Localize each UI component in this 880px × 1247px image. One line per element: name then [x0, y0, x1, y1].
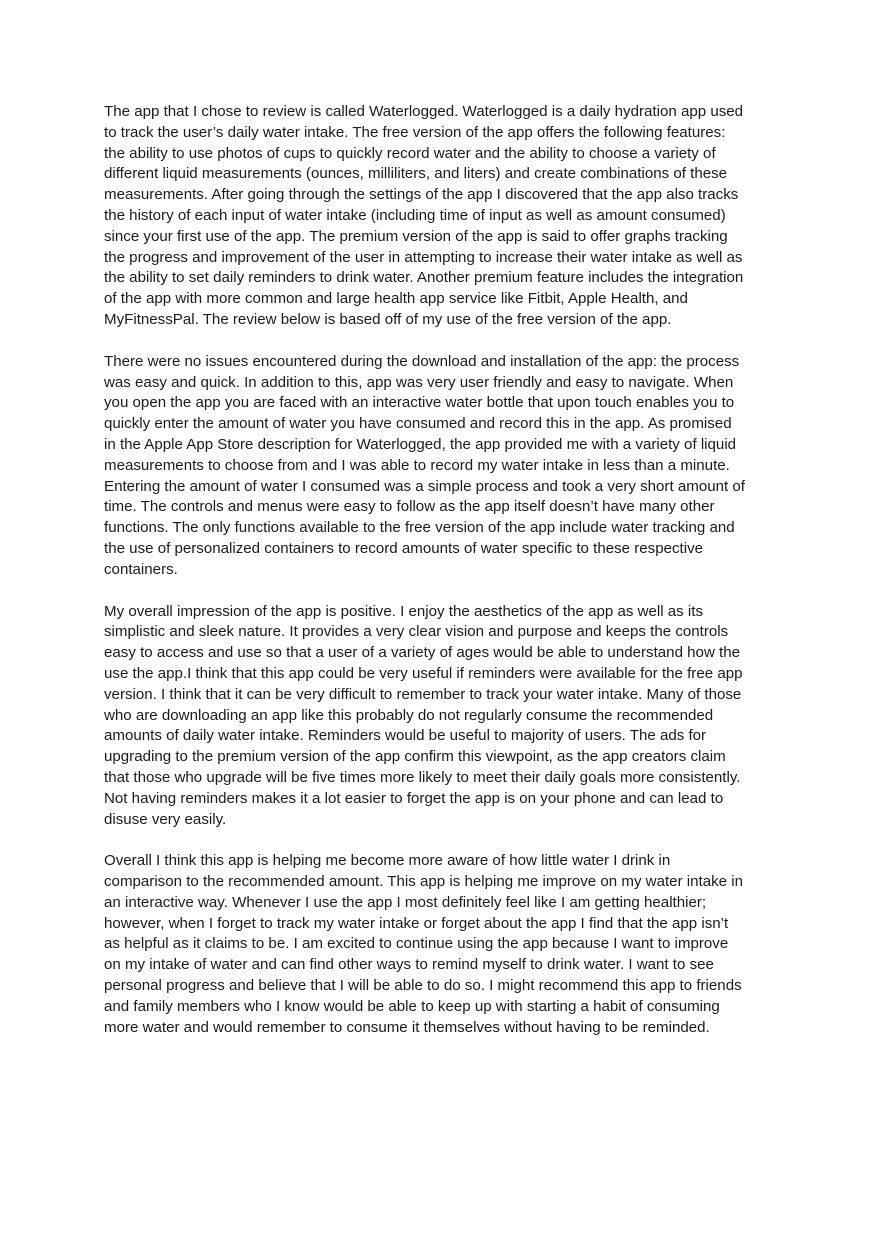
paragraph-installation-usability — [104, 352, 784, 581]
text-line: different liquid measurements (ounces, milliliters, and liters) and create combinations of these — [104, 165, 728, 183]
text-line: There were no issues encountered during the download and installation of the app: the process — [104, 352, 740, 370]
text-line: My overall impression of the app is positive. I enjoy the aesthetics of the app as well as its — [104, 602, 704, 620]
text-line: time. The controls and menus were easy to follow as the app itself doesn’t have many other — [104, 498, 715, 516]
text-line: that those who upgrade will be five times more likely to meet their daily goals more consistently. — [104, 768, 741, 786]
text-line: in the Apple App Store description for Waterlogged, the app provided me with a variety of liquid — [104, 435, 737, 453]
text-line: comparison to the recommended amount. This app is helping me improve on my water intake in — [104, 873, 744, 891]
paragraph-conclusion — [104, 851, 784, 1038]
paragraph-overall-impression — [104, 602, 784, 831]
text-line: however, when I forget to track my water intake or forget about the app I find that the app isn’t — [104, 914, 729, 932]
text-line: easy to access and use so that a user of a variety of ages would be able to understand how the — [104, 644, 741, 662]
text-line: the ability to set daily reminders to drink water. Another premium feature includes the integration — [104, 269, 744, 287]
text-line: The app that I chose to review is called Waterlogged. Waterlogged is a daily hydration app used — [104, 103, 744, 120]
text-line: use the app.I think that this app could be very useful if reminders were available for the free app — [104, 664, 743, 682]
text-line: amounts of daily water intake. Reminders would be useful to majority of users. The ads for — [104, 727, 707, 745]
text-line: upgrading to the premium version of the app confirm this viewpoint, as the app creators claim — [104, 748, 726, 766]
text-line: who are downloading an app like this probably do not regularly consume the recommended — [104, 706, 714, 724]
text-line: the progress and improvement of the user in attempting to increase their water intake as well as — [104, 248, 743, 266]
text-line: since your first use of the app. The premium version of the app is said to offer graphs tracking — [104, 227, 728, 245]
paragraph-app-overview — [104, 102, 784, 331]
text-line: measurements to choose from and I was able to record my water intake in less than a minute. — [104, 456, 730, 474]
text-line: functions. The only functions available to the free version of the app include water tracking and — [104, 519, 735, 537]
text-line: more water and would remember to consume it themselves without having to be reminded. — [104, 1018, 710, 1036]
text-line: of the app with more common and large health app service like Fitbit, Apple Health, and — [104, 290, 688, 308]
text-line: measurements. After going through the settings of the app I discovered that the app also tracks — [104, 186, 739, 204]
text-line: Entering the amount of water I consumed was a simple process and took a very short amount of — [104, 477, 745, 495]
text-line: an interactive way. Whenever I use the app I most definitely feel like I am getting healthier; — [104, 893, 707, 911]
text-line: simplistic and sleek nature. It provides a very clear vision and purpose and keeps the controls — [104, 623, 729, 641]
text-line: containers. — [104, 560, 178, 578]
text-line: Not having reminders makes it a lot easier to forget the app is on your phone and can lead to — [104, 789, 724, 807]
text-line: version. I think that it can be very difficult to remember to track your water intake. Many of those — [104, 685, 742, 703]
text-line: and family members who I know would be able to keep up with starting a habit of consuming — [104, 997, 720, 1015]
document-body — [104, 102, 784, 1059]
text-line: was easy and quick. In addition to this, app was very user friendly and easy to navigate. When — [104, 373, 734, 391]
text-line: the history of each input of water intake (including time of input as well as amount consumed) — [104, 206, 726, 224]
text-line: Overall I think this app is helping me become more aware of how little water I drink in — [104, 852, 671, 870]
text-line: on my intake of water and can find other ways to remind myself to drink water. I want to see — [104, 956, 714, 974]
text-line: the use of personalized containers to record amounts of water specific to these respective — [104, 539, 704, 557]
text-line: you open the app you are faced with an interactive water bottle that upon touch enables you to — [104, 394, 735, 412]
text-line: personal progress and believe that I will be able to do so. I might recommend this app to friends — [104, 977, 742, 995]
text-line: to track the user’s daily water intake. The free version of the app offers the following features: — [104, 123, 726, 141]
text-line: MyFitnessPal. The review below is based off of my use of the free version of the app. — [104, 310, 672, 328]
text-line: disuse very easily. — [104, 810, 227, 828]
text-line: quickly enter the amount of water you have consumed and record this in the app. As promised — [104, 415, 732, 433]
text-line: the ability to use photos of cups to quickly record water and the ability to choose a variety of — [104, 144, 716, 162]
text-line: as helpful as it claims to be. I am excited to continue using the app because I want to improve — [104, 935, 729, 953]
